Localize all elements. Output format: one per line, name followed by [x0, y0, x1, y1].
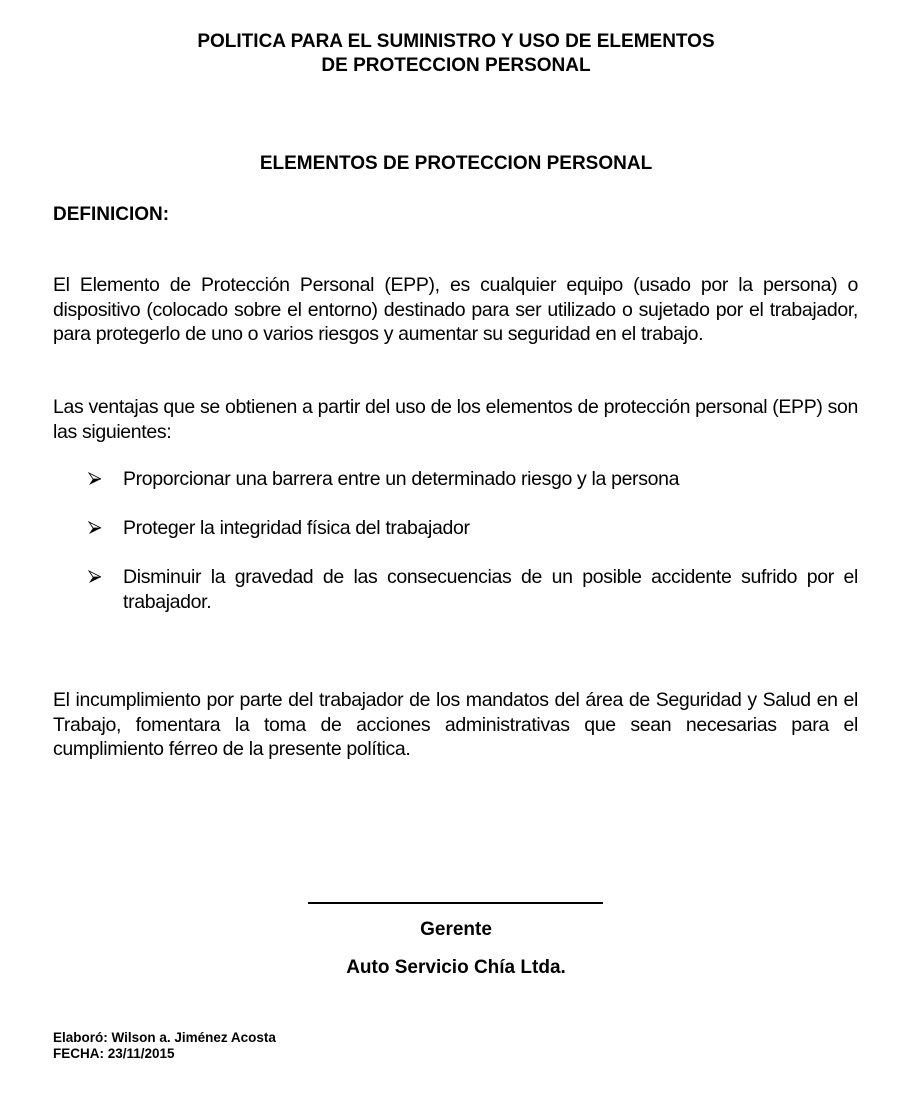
advantages-list [88, 467, 858, 639]
list-item-text: Proteger la integridad física del trabajador [123, 517, 470, 539]
document-footer [53, 1030, 276, 1062]
title-line-1: POLITICA PARA EL SUMINISTRO Y USO DE ELEMENTOS [197, 31, 715, 52]
document-title [0, 30, 912, 78]
title-line-2: DE PROTECCION PERSONAL [321, 55, 591, 76]
prepared-by: Elaboró: Wilson a. Jiménez Acosta [53, 1030, 276, 1045]
arrowhead-bullet-icon [88, 521, 102, 535]
list-item-text: Proporcionar una barrera entre un determinado riesgo y la persona [123, 468, 680, 490]
list-item [88, 516, 858, 541]
list-item-text: Disminuir la gravedad de las consecuencias de un posible accidente sufrido por el trabajador. [123, 566, 858, 613]
list-item [88, 565, 858, 614]
definition-paragraph: El Elemento de Protección Personal (EPP), es cualquier equipo (usado por la persona) o dispositivo (colocado sobre el entorno) destinado para ser utilizado o sujetado por el trabajador, para protegerlo de uno o varios riesgos y aumentar su seguridad en el trabajo. [53, 274, 858, 345]
compliance-paragraph: El incumplimiento por parte del trabajador de los mandatos del área de Seguridad y Salud en el Trabajo, fomentara la toma de acciones administrativas que sean necesarias para el cumplimiento férreo de la presente política. [53, 689, 858, 760]
signature-role: Gerente [420, 919, 492, 940]
document-date: FECHA: 23/11/2015 [53, 1046, 175, 1061]
section-subtitle: ELEMENTOS DE PROTECCION PERSONAL [259, 153, 653, 174]
arrowhead-bullet-icon [88, 472, 102, 486]
arrowhead-bullet-icon [88, 570, 102, 584]
list-item [88, 467, 858, 492]
signature-line [308, 902, 603, 904]
advantages-intro-paragraph: Las ventajas que se obtienen a partir del uso de los elementos de protección personal (EPP) son las siguientes: [53, 396, 858, 443]
signature-company: Auto Servicio Chía Ltda. [346, 957, 566, 978]
definition-heading: DEFINICION: [53, 204, 170, 225]
